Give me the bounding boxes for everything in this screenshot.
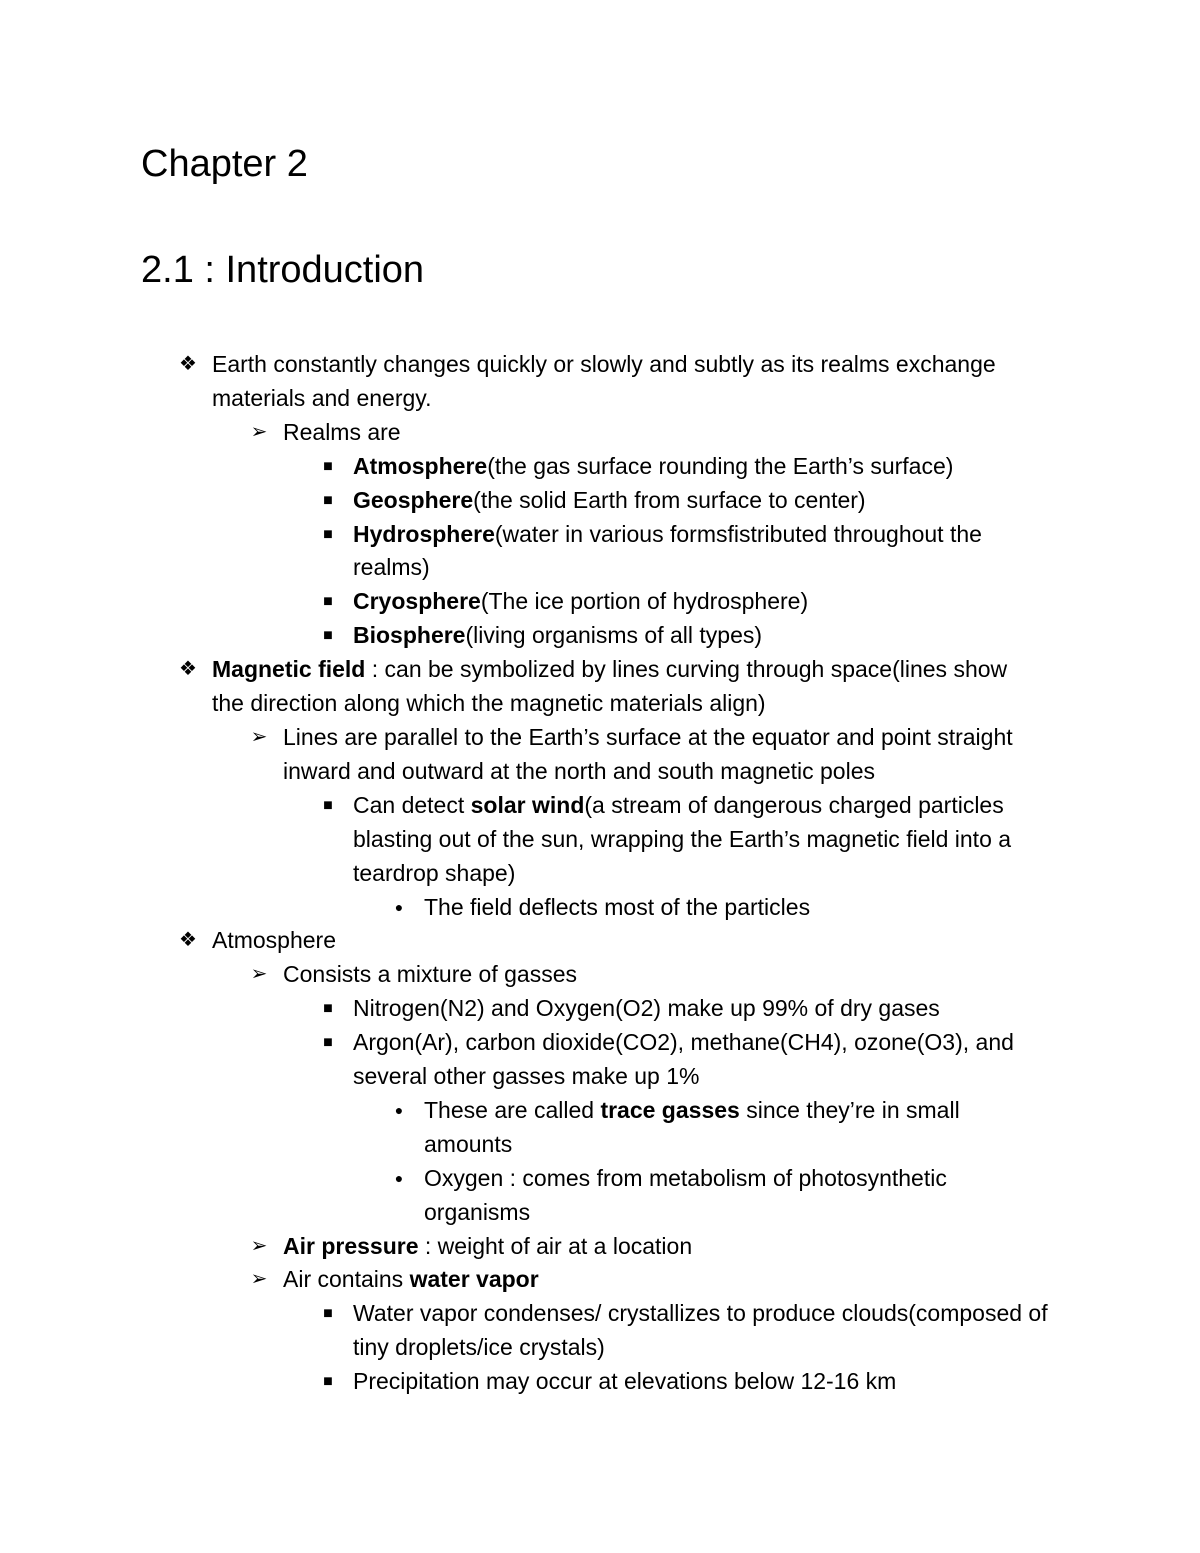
- page-title: Chapter 2: [141, 143, 308, 185]
- list-item: [0, 585, 1053, 619]
- item-text: (the solid Earth from surface to center): [473, 486, 866, 513]
- arrow-bullet-icon: ➢: [250, 1234, 268, 1257]
- item-text: Consists a mixture of gasses: [283, 961, 578, 988]
- list-item: [0, 450, 1053, 484]
- item-term: Magnetic field: [212, 656, 366, 683]
- item-text: : can be symbolized by lines curving through space(lines show the direction along which the magnetic materials align): [212, 656, 1008, 717]
- item-prefix: These are called: [424, 1096, 601, 1123]
- item-term: water vapor: [409, 1266, 539, 1293]
- arrow-bullet-icon: ➢: [250, 1268, 268, 1291]
- square-bullet-icon: ■: [323, 627, 333, 645]
- item-text: (the gas surface rounding the Earth’s surface): [487, 452, 954, 479]
- item-prefix: Air contains: [283, 1266, 410, 1293]
- item-prefix: Can detect: [353, 791, 471, 818]
- list-item: [0, 484, 1053, 518]
- circle-bullet-icon: ●: [394, 898, 404, 915]
- diamond-bullet-icon: ❖: [179, 353, 197, 375]
- item-text: (a stream of dangerous charged particles blasting out of the sun, wrapping the Earth’s magnetic field into a teardrop shape): [353, 791, 1012, 886]
- item-text: since they’re in small amounts: [424, 1096, 960, 1157]
- diamond-bullet-icon: ❖: [179, 658, 197, 681]
- arrow-bullet-icon: ➢: [250, 725, 268, 748]
- square-bullet-icon: ■: [323, 525, 333, 543]
- list-item: [0, 1162, 1044, 1230]
- list-item: [0, 619, 1053, 653]
- square-bullet-icon: ■: [323, 491, 333, 509]
- list-item: [0, 518, 1053, 586]
- list-item: [0, 1263, 1043, 1297]
- list-item: [0, 653, 1032, 721]
- item-term: Cryosphere: [353, 588, 481, 615]
- list-item: [0, 789, 1053, 891]
- square-bullet-icon: ■: [323, 1373, 333, 1391]
- list-item: [0, 891, 1044, 925]
- list-item: [0, 992, 1053, 1026]
- list-item: [0, 721, 1043, 789]
- section-heading: 2.1 : Introduction: [141, 249, 425, 291]
- item-term: Hydrosphere: [353, 520, 495, 547]
- item-text: The field deflects most of the particles: [424, 893, 811, 920]
- item-text: Atmosphere: [212, 927, 337, 954]
- square-bullet-icon: ■: [323, 457, 333, 475]
- list-item: [0, 348, 1032, 416]
- circle-bullet-icon: ●: [394, 1169, 404, 1186]
- square-bullet-icon: ■: [323, 1000, 333, 1018]
- item-text: Water vapor condenses/ crystallizes to produce clouds(composed of tiny droplets/ice crystals): [353, 1300, 1048, 1361]
- item-term: trace gasses: [600, 1096, 740, 1123]
- item-text: Precipitation may occur at elevations below 12-16 km: [353, 1368, 897, 1395]
- notes-list: [0, 348, 1200, 1399]
- arrow-bullet-icon: ➢: [250, 420, 268, 443]
- square-bullet-icon: ■: [323, 1034, 333, 1052]
- list-item: [0, 1230, 1043, 1264]
- circle-bullet-icon: ●: [394, 1101, 404, 1118]
- item-text: Earth constantly changes quickly or slowly and subtly as its realms exchange materials and energy.: [212, 351, 996, 411]
- list-item: [0, 958, 1043, 992]
- list-item: [0, 1094, 1044, 1162]
- item-term: Air pressure: [283, 1232, 419, 1259]
- arrow-bullet-icon: ➢: [250, 963, 268, 986]
- diamond-bullet-icon: ❖: [179, 929, 197, 952]
- square-bullet-icon: ■: [323, 593, 333, 611]
- item-term: Atmosphere: [353, 452, 488, 479]
- list-item: [0, 924, 1032, 958]
- item-text: (The ice portion of hydrosphere): [480, 588, 809, 615]
- item-text: Oxygen : comes from metabolism of photosynthetic organisms: [424, 1164, 947, 1225]
- square-bullet-icon: ■: [323, 796, 333, 814]
- square-bullet-icon: ■: [323, 1305, 333, 1323]
- item-text: Lines are parallel to the Earth’s surface at the equator and point straight inward and outward at the north and south magnetic poles: [283, 723, 1013, 784]
- list-item: [0, 416, 1043, 450]
- item-text: (water in various formsfistributed throughout the realms): [353, 520, 982, 581]
- item-text: Realms are: [283, 418, 401, 445]
- list-item: [0, 1026, 1053, 1094]
- item-text: Nitrogen(N2) and Oxygen(O2) make up 99% of dry gases: [353, 995, 940, 1022]
- item-term: solar wind: [470, 791, 585, 818]
- item-term: Geosphere: [353, 486, 474, 513]
- item-text: : weight of air at a location: [418, 1232, 693, 1259]
- item-text: Argon(Ar), carbon dioxide(CO2), methane(CH4), ozone(O3), and several other gasses make up 1%: [353, 1029, 1014, 1090]
- list-item: [0, 1365, 1053, 1399]
- item-term: Biosphere: [353, 622, 466, 649]
- list-item: [0, 1297, 1053, 1365]
- item-text: (living organisms of all types): [465, 622, 763, 649]
